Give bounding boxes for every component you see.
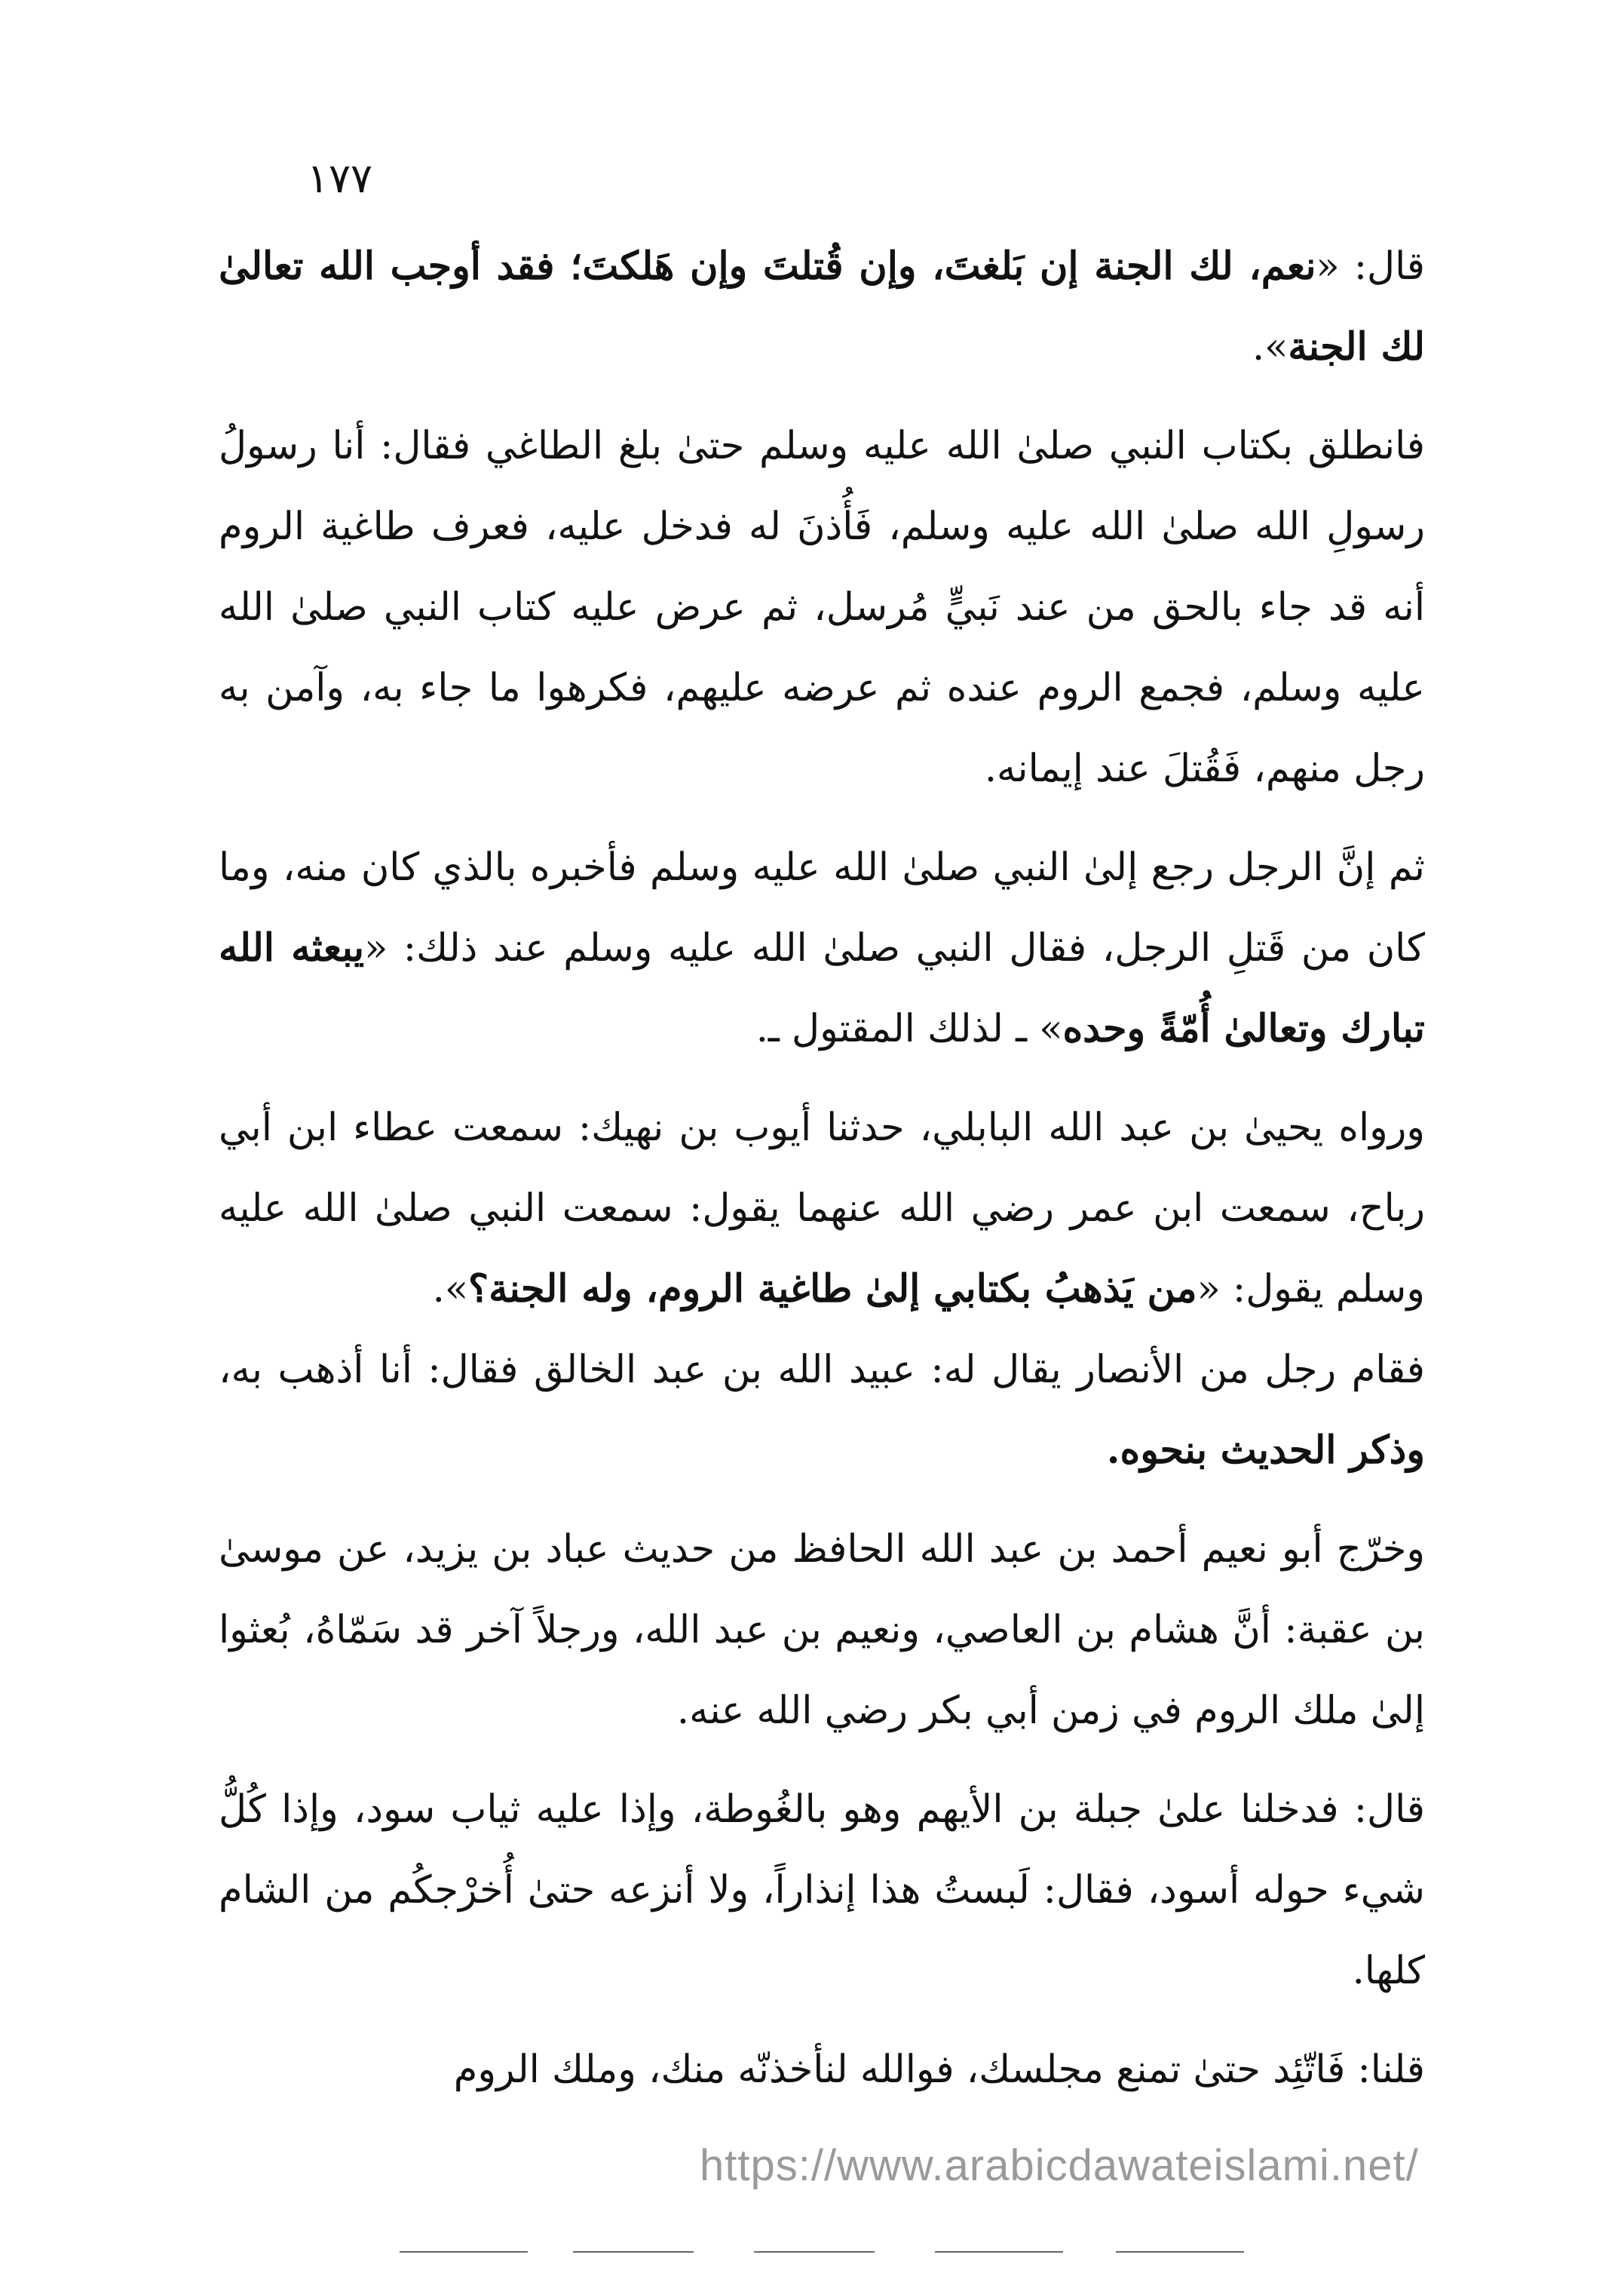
footer-rule [1116,2251,1244,2253]
paragraph-2: فانطلق بكتاب النبي صلىٰ الله عليه وسلم حتىٰ بلغ الطاغي فقال: أنا رسولُ رسولِ الله صلىٰ الله عليه وسلم، فَأُذنَ له فدخل عليه، فعرف طاغية الروم أنه قد جاء بالحق من عند نَبيٍّ مُرسل، ثم عرض عليه كتاب النبي صلىٰ الله عليه وسلم، فجمع الروم عنده ثم عرضه عليهم، فكرهوا ما جاء به، وآمن به رجل منهم، فَقُتلَ عند إيمانه. [219,424,1425,791]
text-run-bold: من يَذهبُ بكتابي إلىٰ طاغية الروم، وله الجنة؟ [468,1266,1197,1311]
paragraph-6: وخرّج أبو نعيم أحمد بن عبد الله الحافظ من حديث عباد بن يزيد، عن موسىٰ بن عقبة: أنَّ هشام بن العاصي، ونعيم بن عبد الله، ورجلاً آخر قد سَمّاهُ، بُعثوا إلىٰ ملك الروم في زمن أبي بكر رضي الله عنه. [219,1527,1425,1733]
text-run: » ـ لذلك المقتول ـ. [755,1007,1063,1051]
text-run: ». [1252,325,1288,370]
watermark-url: https://www.arabicdawateislami.net/ [700,2141,1419,2190]
text-run: ورواه يحيىٰ بن عبد الله البابلي، حدثنا أيوب بن نهيك: سمعت عطاء ابن أبي رباح، سمعت ابن عمر رضي الله عنهما يقول: سمعت النبي صلىٰ الله عليه وسلم يقول: « [219,1106,1426,1311]
page-body [219,226,1425,2128]
text-run-bold: وذكر الحديث بنحوه. [1106,1428,1425,1473]
text-run: قال: « [1316,244,1425,289]
text-run: ثم إنَّ الرجل رجع إلىٰ النبي صلىٰ الله عليه وسلم فأخبره بالذي كان منه، وما كان من قَتلِ الرجل، فقال النبي صلىٰ الله عليه وسلم عند ذلك: « [219,845,1425,971]
footer-rule [754,2251,875,2253]
paragraph-7: قال: فدخلنا علىٰ جبلة بن الأيهم وهو بالغُوطة، وإذا عليه ثياب سود، وإذا كُلُّ شيء حوله أسود، فقال: لَبستُ هذا إنذاراً، ولا أنزعه حتىٰ أُخرْجكُم من الشام كلها. [219,1787,1425,1993]
paragraph-1 [219,226,1425,388]
paragraph-3 [219,827,1425,1069]
footer-rule [935,2251,1063,2253]
text-run: ». [432,1267,469,1311]
paragraph-4 [219,1087,1425,1330]
footer-rule [573,2251,694,2253]
footer-rules [0,2251,1624,2259]
paragraph-5 [219,1330,1425,1491]
page-number: ١٧٧ [306,155,372,202]
text-run: فقام رجل من الأنصار يقال له: عبيد الله بن عبد الخالق فقال: أنا أذهب به، [219,1348,1425,1392]
text-run-bold: يبعثه الله تبارك وتعالىٰ أُمّةً وحده [219,925,1425,1051]
text-run-bold: نعم، لك الجنة إن بَلغتَ، وإن قُتلتَ وإن هَلكتَ؛ فقد أوجب الله تعالىٰ لك الجنة [219,244,1425,370]
footer-rule [400,2251,528,2253]
paragraph-8: قلنا: فَاتّئِد حتىٰ تمنع مجلسك، فوالله لنأخذنّه منك، وملك الروم [453,2048,1425,2092]
